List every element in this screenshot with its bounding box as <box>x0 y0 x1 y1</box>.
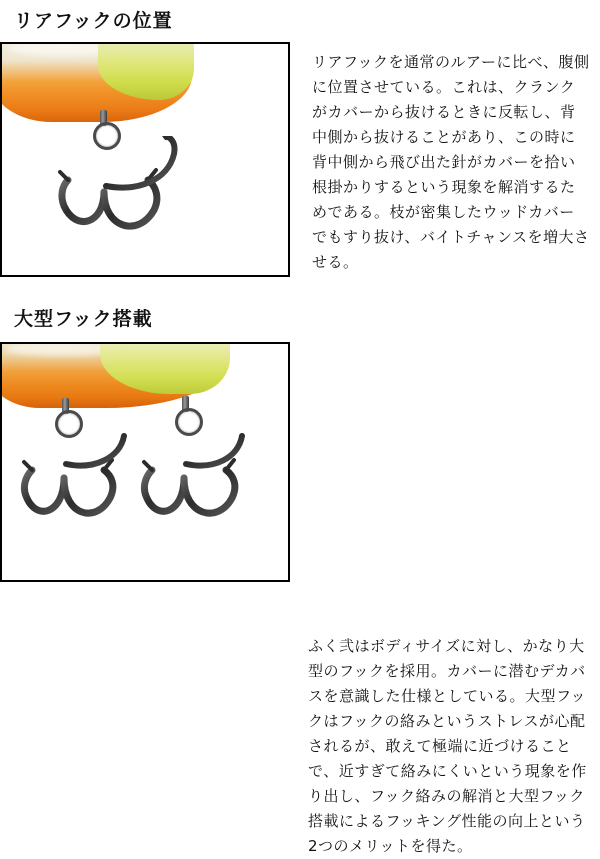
treble-hook-rear <box>138 422 288 562</box>
lure-body <box>0 342 226 408</box>
section-title-rear-hook-position: リアフックの位置 <box>14 10 173 32</box>
section-title-large-hook: 大型フック搭載 <box>14 308 153 330</box>
treble-hook-rear <box>42 136 242 276</box>
lure-body <box>0 42 192 122</box>
body-text-rear-hook-position: リアフックを通常のルアーに比べ、腹側に位置させている。これは、クランクがカバーから抜けるときに反転し、背中側から抜けることがあり、この時に背中側から飛び出た針がカバーを拾い根掛かりするという現象を解消するためである。枝が密集したウッドカバーでもすり抜け、バイトチャンスを増大させる。 <box>312 53 590 271</box>
section-rear-hook-position <box>0 0 600 292</box>
lure-chartreuse-tail <box>98 42 194 100</box>
photo-rear-hook-position <box>0 42 290 277</box>
section-large-hook <box>0 296 600 855</box>
lure-chartreuse-tail <box>100 342 230 394</box>
photo-large-hook <box>0 342 290 582</box>
body-text-large-hook: ふく弐はボディサイズに対し、かなり大型のフックを採用。カバーに潜むデカバスを意識した仕様としている。大型フックはフックの絡みというストレスが心配されるが、敢えて極端に近づけることで、近すぎて絡みにくいという現象を作り出し、フック絡みの解消と大型フック搭載によるフッキング性能の向上という2つのメリットを得た。 <box>308 637 587 855</box>
